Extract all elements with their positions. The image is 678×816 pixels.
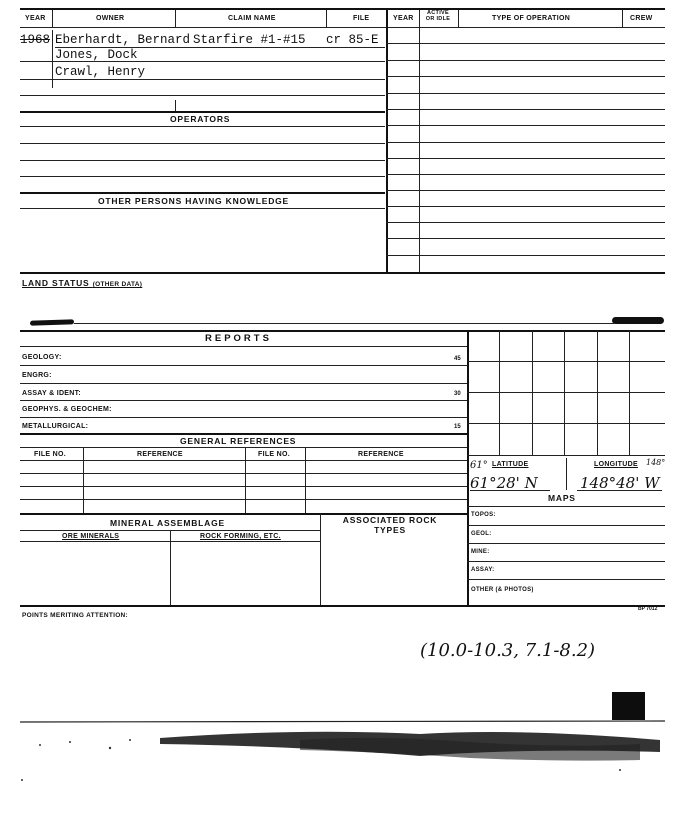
- gr-reference2-label: REFERENCE: [358, 451, 404, 458]
- col-type-of-operation-label: TYPE OF OPERATION: [492, 15, 571, 22]
- operators-label: OPERATORS: [170, 114, 231, 124]
- gr-reference-label: REFERENCE: [137, 451, 183, 458]
- report-metallurgical-label: METALLURGICAL:: [22, 423, 89, 430]
- ore-minerals-label: ORE MINERALS: [62, 533, 120, 540]
- latitude-label: LATITUDE: [492, 461, 529, 468]
- land-status-title: LAND STATUS: [22, 278, 90, 288]
- col-crew-label: CREW: [630, 15, 653, 22]
- col-owner-label: OWNER: [96, 15, 125, 22]
- reports-label: REPORTS: [205, 333, 272, 344]
- gr-file-no-label: FILE NO.: [34, 451, 66, 458]
- report-geophys-label: GEOPHYS. & GEOCHEM:: [22, 406, 112, 413]
- entry-owner-1: Eberhardt, Bernard: [55, 33, 191, 47]
- report-geology-num: 45: [454, 356, 461, 362]
- report-geology-label: GEOLOGY:: [22, 354, 62, 361]
- maps-geol-label: GEOL:: [471, 531, 492, 537]
- report-engrg-label: ENGRG:: [22, 372, 52, 379]
- maps-other-label: OTHER (& PHOTOS): [471, 587, 534, 593]
- col-active-idle-label: ACTIVE OR IDLE: [425, 10, 451, 22]
- report-metallurgical-num: 15: [454, 424, 461, 430]
- lat-prefix-handwritten: 61°: [470, 460, 488, 471]
- rock-forming-label: ROCK FORMING, ETC.: [200, 533, 281, 540]
- entry-year: 1968: [20, 33, 51, 47]
- points-label: POINTS MERITING ATTENTION:: [22, 612, 129, 619]
- gr-file-no2-label: FILE NO.: [258, 451, 290, 458]
- maps-assay-label: ASSAY:: [471, 567, 495, 573]
- general-references-label: GENERAL REFERENCES: [180, 436, 297, 446]
- col-file-label: FILE: [353, 15, 370, 22]
- maps-mine-label: MINE:: [471, 549, 490, 555]
- longitude-label: LONGITUDE: [594, 461, 638, 468]
- report-assay-num: 30: [454, 391, 461, 397]
- associated-rock-types-label: ASSOCIATED ROCK TYPES: [342, 515, 438, 535]
- latitude-value: 61°28' N: [470, 474, 538, 492]
- mineral-assemblage-label: MINERAL ASSEMBLAGE: [110, 518, 225, 528]
- col-year-label: YEAR: [25, 15, 46, 22]
- other-persons-label: OTHER PERSONS HAVING KNOWLEDGE: [98, 196, 290, 206]
- maps-label: MAPS: [548, 493, 576, 503]
- entry-owner-3: Crawl, Henry: [55, 65, 146, 79]
- land-status-subtitle: (OTHER DATA): [92, 281, 143, 288]
- entry-claim-name: Starfire #1-#15: [193, 33, 306, 47]
- form-number: BP 7012: [638, 606, 658, 612]
- maps-topos-label: TOPOS:: [471, 512, 496, 518]
- col-claim-name-label: CLAIM NAME: [228, 15, 276, 22]
- longitude-value: 148°48' W: [580, 474, 660, 492]
- lon-suffix-handwritten: 148°: [646, 458, 666, 467]
- report-assay-label: ASSAY & IDENT:: [22, 390, 82, 397]
- entry-file: cr 85-E: [326, 33, 379, 47]
- handwritten-note: (10.0-10.3, 7.1-8.2): [420, 640, 596, 661]
- entry-owner-2: Jones, Dock: [55, 48, 138, 62]
- col-year2-label: YEAR: [393, 15, 414, 22]
